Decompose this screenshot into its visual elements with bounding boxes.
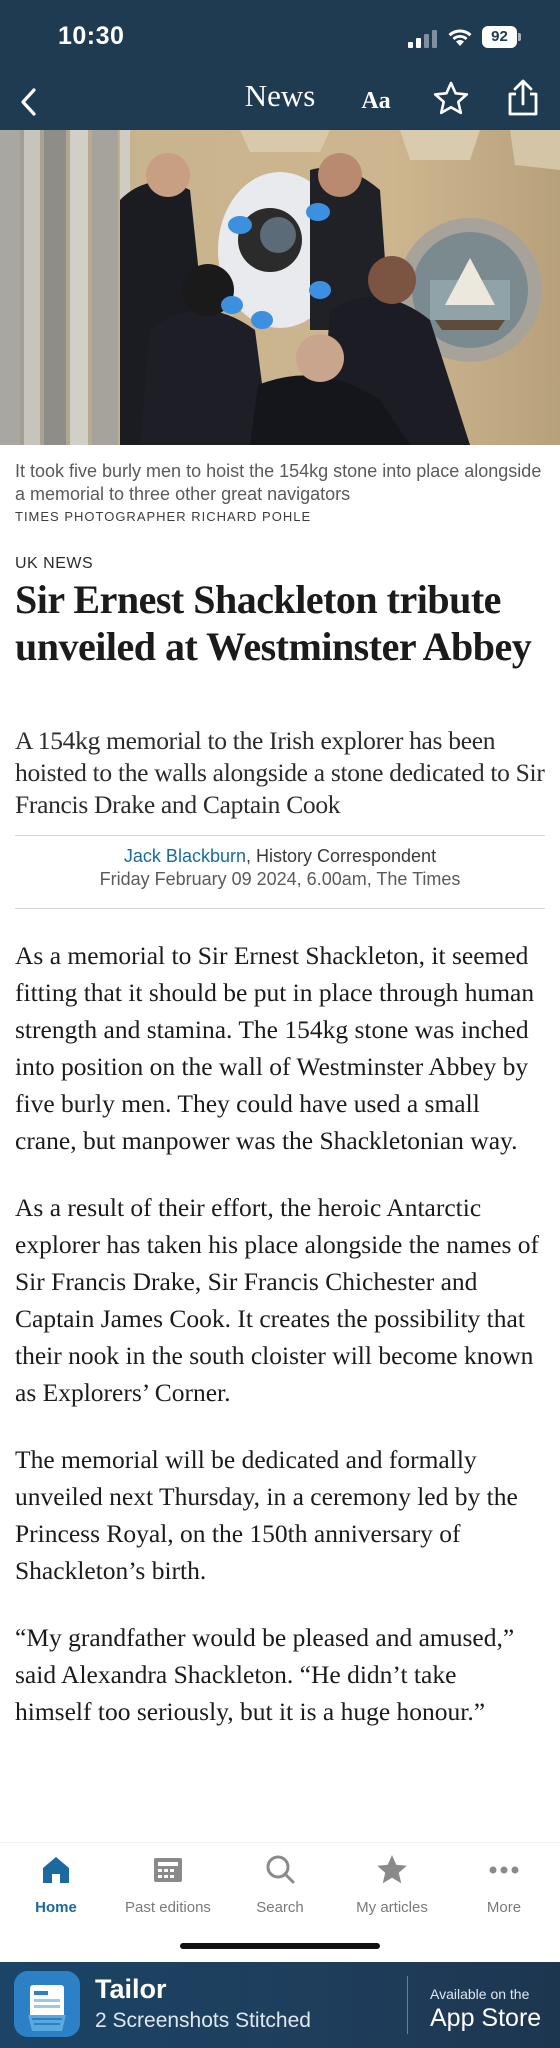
battery-icon — [482, 26, 520, 48]
author-role: , History Correspondent — [245, 846, 437, 866]
top-bar — [0, 0, 560, 130]
nav-bar — [0, 74, 560, 130]
tab-label: Past editions — [125, 1899, 211, 1916]
image-caption: It took five burly men to hoist the 154kg stone into place alongside a memorial to three other great navigators — [15, 461, 542, 504]
tab-home[interactable] — [0, 1853, 112, 1933]
tab-label: My articles — [356, 1899, 428, 1916]
article-hero-image[interactable] — [0, 130, 560, 445]
bookmark-star-icon[interactable] — [432, 80, 470, 118]
article-standfirst: A 154kg memorial to the Irish explorer has been hoisted to the walls alongside a stone dedicated to Sir Francis Drake and Captain Cook — [15, 726, 545, 819]
editions-icon — [151, 1853, 185, 1887]
home-icon — [39, 1853, 73, 1887]
nav-title: News — [244, 78, 316, 113]
tailor-app-icon — [14, 1971, 80, 2037]
tab-past-editions[interactable] — [112, 1853, 224, 1933]
section-label[interactable]: UK NEWS — [15, 555, 94, 572]
divider — [15, 835, 545, 836]
tab-label: Search — [256, 1899, 304, 1916]
tab-more[interactable] — [448, 1853, 560, 1933]
share-icon[interactable] — [504, 78, 542, 118]
banner-app-subtitle: 2 Screenshots Stitched — [95, 2009, 311, 2032]
article-headline: Sir Ernest Shackleton tribute unveiled at Westminster Abbey — [15, 577, 532, 669]
store-badge-top: Available on the — [430, 1986, 530, 2002]
battery-level: 92 — [482, 26, 517, 48]
author-link[interactable]: Jack Blackburn — [123, 846, 246, 866]
app-store-banner[interactable] — [0, 1962, 560, 2048]
text-size-button[interactable]: Aa — [361, 88, 391, 114]
cellular-signal-icon — [408, 30, 438, 48]
status-bar — [0, 0, 560, 74]
tab-search[interactable] — [224, 1853, 336, 1933]
article-paragraph: As a result of their effort, the heroic Antarctic explorer has taken his place alongside the names of Sir Francis Drake, Sir Francis Chichester and Captain James Cook. It creates the possibility that their nook in the south cloister will become known as Explorers’ Corner. — [15, 1193, 539, 1407]
store-badge-main: App Store — [430, 2004, 542, 2032]
dateline: Friday February 09 2024, 6.00am, The Times — [99, 869, 461, 889]
wifi-icon — [446, 26, 474, 48]
article-paragraph: The memorial will be dedicated and formally unveiled next Thursday, in a ceremony led by the Princess Royal, on the 150th anniversary of Shackleton’s birth. — [15, 1445, 518, 1585]
more-icon — [487, 1853, 521, 1887]
back-button[interactable] — [8, 82, 48, 122]
tab-label: Home — [35, 1899, 77, 1916]
chevron-left-icon — [19, 87, 37, 117]
status-time: 10:30 — [58, 22, 125, 50]
tab-my-articles[interactable] — [336, 1853, 448, 1933]
star-icon — [375, 1853, 409, 1887]
divider — [15, 908, 545, 909]
image-credit: TIMES PHOTOGRAPHER RICHARD POHLE — [15, 509, 312, 524]
article-paragraph: “My grandfather would be pleased and amused,” said Alexandra Shackleton. “He didn’t take himself too seriously, but it is a huge honour.” — [15, 1623, 515, 1726]
home-indicator[interactable] — [180, 1943, 380, 1949]
banner-divider — [407, 1976, 408, 2034]
banner-app-name: Tailor — [95, 1974, 167, 2004]
byline — [15, 845, 545, 867]
search-icon — [263, 1853, 297, 1887]
tab-label: More — [486, 1899, 522, 1916]
hero-photo — [0, 130, 560, 445]
article-body — [15, 937, 550, 1760]
article-paragraph: As a memorial to Sir Ernest Shackleton, it seemed fitting that it should be put in place through human strength and stamina. The 154kg stone was inched into position on the wall of Westminster Abbey by five burly men. They could have used a small crane, but manpower was the Shackletonian way. — [15, 941, 535, 1155]
